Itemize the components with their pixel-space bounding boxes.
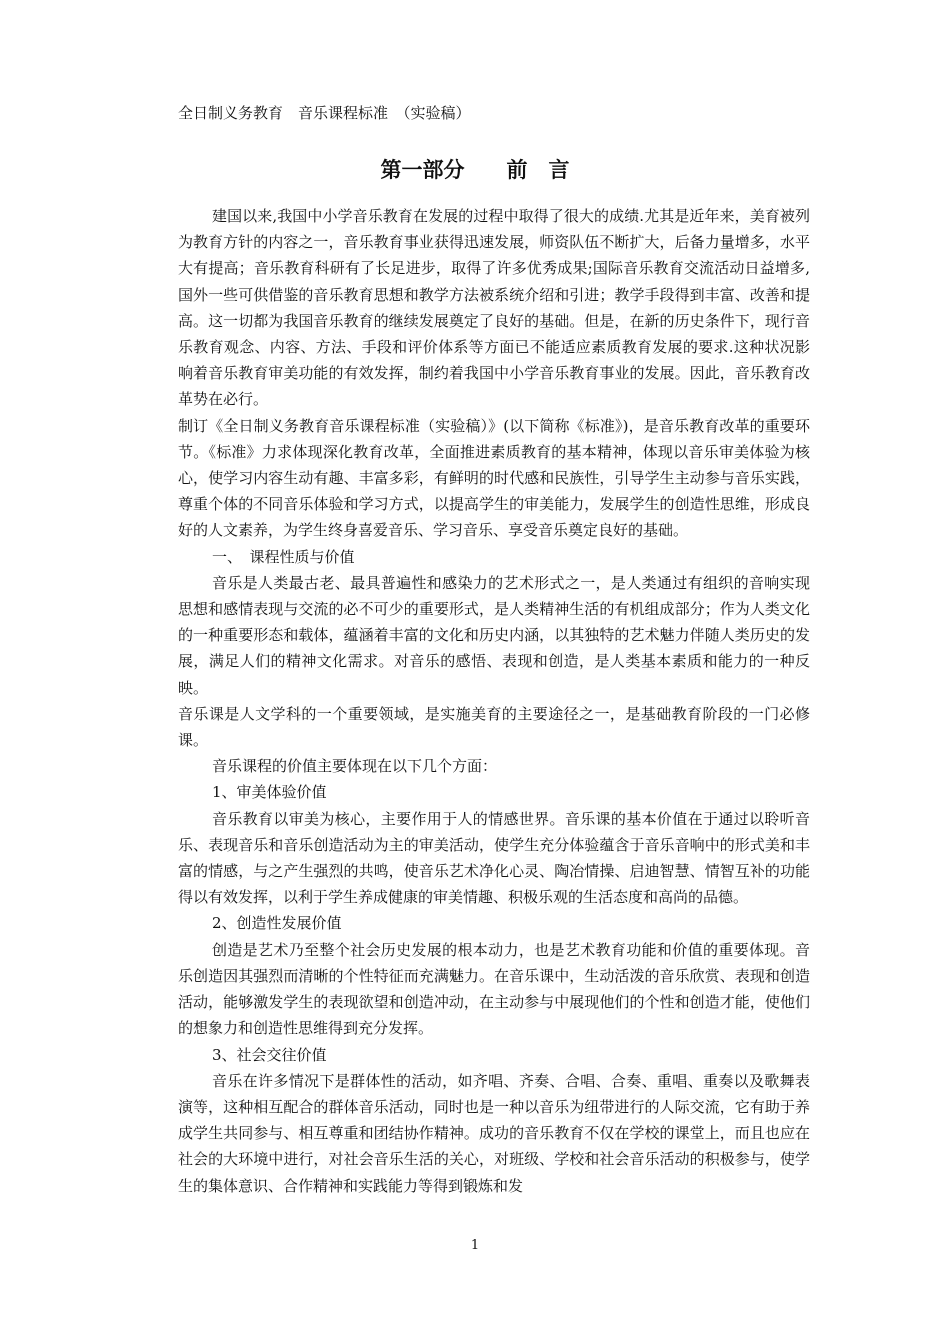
paragraph-music-course: 音乐课是人文学科的一个重要领域，是实施美育的主要途径之一，是基础教育阶段的一门必修课。 bbox=[178, 704, 810, 750]
paragraph-aesthetic-value: 音乐教育以审美为核心，主要作用于人的情感世界。音乐课的基本价值在于通过以聆听音乐、表现音乐和音乐创造活动为主的审美活动，使学生充分体验蕴含于音乐音响中的形式美和丰富的情感，与之产生强烈的共鸣，使音乐艺术净化心灵、陶冶情操、启迪智慧、情智互补的功能得以有效发挥，以利于学生养成健康的审美情趣、积极乐观的生活态度和高尚的品德。 bbox=[178, 809, 810, 907]
subheading-social-value: 3、社会交往价值 bbox=[212, 1045, 327, 1064]
section-title: 第一部分 前 言 bbox=[380, 157, 570, 182]
paragraph-social-value: 音乐在许多情况下是群体性的活动，如齐唱、齐奏、合唱、合奏、重唱、重奏以及歌舞表演等，这种相互配合的群体音乐活动，同时也是一种以音乐为纽带进行的人际交流，它有助于养成学生共同参与、相互尊重和团结协作精神。成功的音乐教育不仅在学校的课堂上，而且也应在社会的大环境中进行，对社会音乐生活的关心，对班级、学校和社会音乐活动的积极参与，使学生的集体意识、合作精神和实践能力等得到锻炼和发 bbox=[178, 1071, 810, 1195]
paragraph-standard: 制订《全日制义务教育音乐课程标准（实验稿）》(以下简称《标准》)，是音乐教育改革的重要环节。《标准》力求体现深化教育改革，全面推进素质教育的基本精神，体现以音乐审美体验为核心，使学习内容生动有趣、丰富多彩，有鲜明的时代感和民族性，引导学生主动参与音乐实践，尊重个体的不同音乐体验和学习方式，以提高学生的审美能力，发展学生的创造性思维，形成良好的人文素养，为学生终身喜爱音乐、学习音乐、享受音乐奠定良好的基础。 bbox=[178, 416, 810, 540]
document-body bbox=[178, 203, 810, 1199]
page-number: 1 bbox=[470, 1238, 480, 1253]
heading-course-nature: 一、 课程性质与价值 bbox=[212, 547, 355, 566]
paragraph-intro: 建国以来,我国中小学音乐教育在发展的过程中取得了很大的成绩.尤其是近年来，美育被列为教育方针的内容之一，音乐教育事业获得迅速发展，师资队伍不断扩大，后备力量增多，水平大有提高；音乐教育科研有了长足进步，取得了许多优秀成果;国际音乐教育交流活动日益增多,国外一些可供借鉴的音乐教育思想和教学方法被系统介绍和引进；教学手段得到丰富、改善和提高。这一切都为我国音乐教育的继续发展奠定了良好的基础。但是，在新的历史条件下，现行音乐教育观念、内容、方法、手段和评价体系等方面已不能适应素质教育发展的要求.这种状况影响着音乐教育审美功能的有效发挥，制约着我国中小学音乐教育事业的发展。因此，音乐教育改革势在必行。 bbox=[178, 207, 810, 409]
paragraph-music-definition: 音乐是人类最古老、最具普遍性和感染力的艺术形式之一，是人类通过有组织的音响实现思想和感情表现与交流的必不可少的重要形式，是人类精神生活的有机组成部分；作为人类文化的一种重要形态和载体，蕴涵着丰富的文化和历史内涵，以其独特的艺术魅力伴随人类历史的发展，满足人们的精神文化需求。对音乐的感悟、表现和创造，是人类基本素质和能力的一种反映。 bbox=[178, 573, 810, 697]
subheading-aesthetic-value: 1、审美体验价值 bbox=[212, 783, 327, 802]
running-header: 全日制义务教育 音乐课程标准 （实验稿） bbox=[178, 104, 471, 122]
subheading-creative-value: 2、创造性发展价值 bbox=[212, 914, 342, 933]
paragraph-value-intro: 音乐课程的价值主要体现在以下几个方面： bbox=[212, 757, 498, 776]
paragraph-creative-value: 创造是艺术乃至整个社会历史发展的根本动力，也是艺术教育功能和价值的重要体现。音乐创造因其强烈而清晰的个性特征而充满魅力。在音乐课中，生动活泼的音乐欣赏、表现和创造活动，能够激发学生的表现欲望和创造冲动，在主动参与中展现他们的个性和创造才能，使他们的想象力和创造性思维得到充分发挥。 bbox=[178, 940, 810, 1038]
